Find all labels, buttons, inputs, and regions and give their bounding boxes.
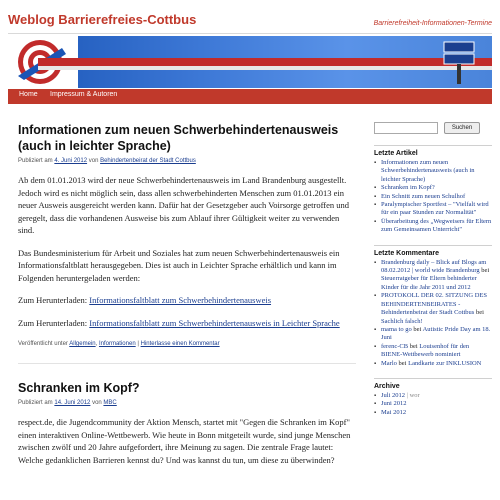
post-title[interactable]: Informationen zum neuen Schwerbehindertenausweis (auch in leichter Sprache) — [18, 123, 339, 153]
category-link-informationen[interactable]: Informationen — [98, 341, 136, 347]
widget-recent-posts — [374, 145, 492, 235]
comment-post-link[interactable]: Landkarte zur INKLUSION — [408, 359, 482, 367]
meta-by: von — [88, 158, 99, 164]
post-footer-meta: Veröffentlicht unter Allgemein, Informationen | Hinterlasse einen Kommentar — [18, 341, 220, 347]
footer-prefix: Veröffentlicht unter — [18, 341, 68, 347]
category-link-allgemein[interactable]: Allgemein — [69, 341, 96, 347]
post-paragraph: respect.de, die Jugendcommunity der Aktion Mensch, startet mit "Gegen die Schranken im Kopf" einen interaktiven Online-Wettbewerb. Wie heute in Bonn mitgeteilt wurde, sind junge Menschen zwischen zwölf und 20 Jahre aufgefordert, ihre Meinung zu sagen. Die zentrale Frage lautet: Welche gedanklichen Barrieren kennst du? Und was kannst du tun, um diese zu überwinden? — [18, 417, 351, 465]
widget-title: Archive — [374, 382, 400, 390]
recent-post-link[interactable]: Ein Schnitt zum neuen Schulhof — [381, 192, 466, 200]
sidebar — [374, 122, 492, 417]
comment-author-link[interactable]: ferenc-CB — [381, 342, 409, 350]
post-author[interactable]: Behindertenbeirat der Stadt Cottbus — [100, 158, 196, 164]
post-paragraph: Ab dem 01.01.2013 wird der neue Schwerbehindertenausweis im Land Brandenburg ausgestellt. Jedoch wird es nicht möglich sein, dass allen schwerbehinderten Menschen zum 01.01.2013 ein neuer Ausweis ausgereicht werden kann. Dafür hat der Gesetzgeber auch Voirsorge getroffen und geregelt, dass die vorhandenen Ausweise bis zum Ablauf ihrer Gültigkeit weiter zu verwenden sind. — [18, 175, 349, 235]
list-item — [374, 218, 492, 235]
site-title[interactable]: Weblog Barrierefreies-Cottbus — [8, 12, 197, 27]
nav-impressum[interactable]: Impressum & Autoren — [50, 91, 118, 98]
download-line — [18, 317, 356, 330]
list-item — [374, 292, 492, 326]
recent-post-link[interactable]: Paralympischer Sportfest – "Vielfalt wird für ein paar Stunden zur Normalität" — [381, 201, 489, 217]
download-line — [18, 294, 356, 307]
post-divider — [18, 363, 356, 364]
comment-bei: bei — [409, 342, 418, 350]
widget-title: Letzte Artikel — [374, 150, 418, 157]
post-body — [18, 416, 356, 466]
main-content — [18, 122, 356, 466]
recent-post-link[interactable]: Überarbeitung des „Wegweisers für Eltern zum Gemeinsamen Unterricht" — [381, 217, 492, 234]
archive-suffix: | wor — [406, 391, 420, 399]
banner-stripe-light — [38, 66, 492, 70]
widget-title: Letzte Kommentare — [374, 249, 439, 257]
list-item — [374, 392, 492, 400]
widget-recent-comments — [374, 245, 492, 368]
comment-post-link[interactable]: Sachlich falsch! — [381, 317, 423, 325]
list-item — [374, 184, 492, 192]
post-meta — [18, 400, 356, 406]
meta-prefix: Publiziert am — [18, 158, 53, 164]
post — [18, 380, 356, 466]
download-prefix: Zum Herunterladen: — [18, 317, 88, 328]
post-date[interactable]: 4. Juni 2012 — [54, 158, 88, 164]
archive-link[interactable]: Juli 2012 — [381, 391, 406, 399]
nav-home[interactable]: Home — [19, 91, 38, 98]
comment-post-link[interactable]: Autistic Pride Day am 18. Juni — [381, 325, 491, 342]
list-item — [374, 201, 492, 218]
comment-author-link[interactable]: Brandenburg daily – Blick auf Blogs am 08.02.2012 | world wide Brandenburg — [381, 258, 487, 275]
main-navigation — [8, 89, 492, 104]
recent-post-link[interactable]: Informationen zum neuen Schwerbehindertenausweis (auch in leichter Sprache) — [381, 159, 475, 183]
comment-author-link[interactable]: mama to go — [381, 325, 412, 333]
post-meta — [18, 158, 356, 164]
comment-bei: bei — [398, 359, 407, 367]
site-header — [8, 8, 492, 34]
download-link-faltblatt[interactable]: Informationsfaltblatt zum Schwerbehindertenausweis — [89, 295, 272, 305]
comment-bei: bei — [475, 309, 484, 317]
post-date[interactable]: 14. Juni 2012 — [54, 400, 91, 406]
comment-author-link[interactable]: PROTOKOLL DER 02. SITZUNG DES BEHINDERTENBEIRATES - Behindertenbeirat der Stadt Cottbus — [381, 292, 487, 317]
list-item — [374, 326, 492, 343]
download-link-leichte-sprache[interactable]: Informationsfaltblatt zum Schwerbehindertenausweis in Leichter Sprache — [89, 317, 340, 328]
archive-link[interactable]: Juni 2012 — [381, 400, 407, 408]
list-item — [374, 400, 492, 408]
street-sign-icon — [440, 40, 478, 84]
list-item — [374, 193, 492, 201]
list-item — [374, 360, 492, 368]
header-banner — [8, 36, 492, 88]
post-paragraph: Das Bundesministerium für Arbeit und Soziales hat zum neuen Schwerbehindertenausweis ein Informationsfaltblatt herausgegeben. Dies ist auch in Leichter Sprache erhältlich und kann im Folgenden heruntergeladen werden: — [18, 247, 340, 283]
widget-archive — [374, 378, 492, 417]
meta-prefix: Publiziert am — [18, 400, 53, 406]
post-title[interactable]: Schranken im Kopf? — [18, 381, 140, 395]
list-item — [374, 343, 492, 360]
comment-author-link[interactable]: Marlo — [381, 359, 397, 367]
download-prefix: Zum Herunterladen: — [18, 295, 88, 305]
search-button[interactable]: Suchen — [444, 122, 480, 134]
post-body — [18, 174, 356, 329]
comment-post-link[interactable]: Louisenhof für den BIENE-Wettbewerb nominiert — [381, 342, 470, 359]
meta-by: von — [92, 400, 102, 406]
comment-post-link[interactable]: Steuerratgeber für Eltern behinderter Kinder für die Jahr 2011 und 2012 — [381, 275, 477, 291]
banner-stripe — [38, 58, 492, 66]
list-item — [374, 159, 492, 184]
comment-bei: bei — [413, 325, 422, 333]
comment-link[interactable]: Hinterlasse einen Kommentar — [140, 341, 220, 347]
recent-post-link[interactable]: Schranken im Kopf? — [381, 184, 435, 192]
search-form — [374, 122, 492, 135]
archive-link[interactable]: Mai 2012 — [381, 408, 407, 416]
comment-bei: bei — [481, 267, 490, 275]
list-item — [374, 259, 492, 293]
search-input[interactable] — [374, 122, 438, 134]
post — [18, 122, 356, 347]
list-item — [374, 409, 492, 417]
post-author[interactable]: MBC — [103, 400, 117, 406]
site-tagline: Barrierefreiheit-Informationen-Termine — [373, 20, 492, 27]
